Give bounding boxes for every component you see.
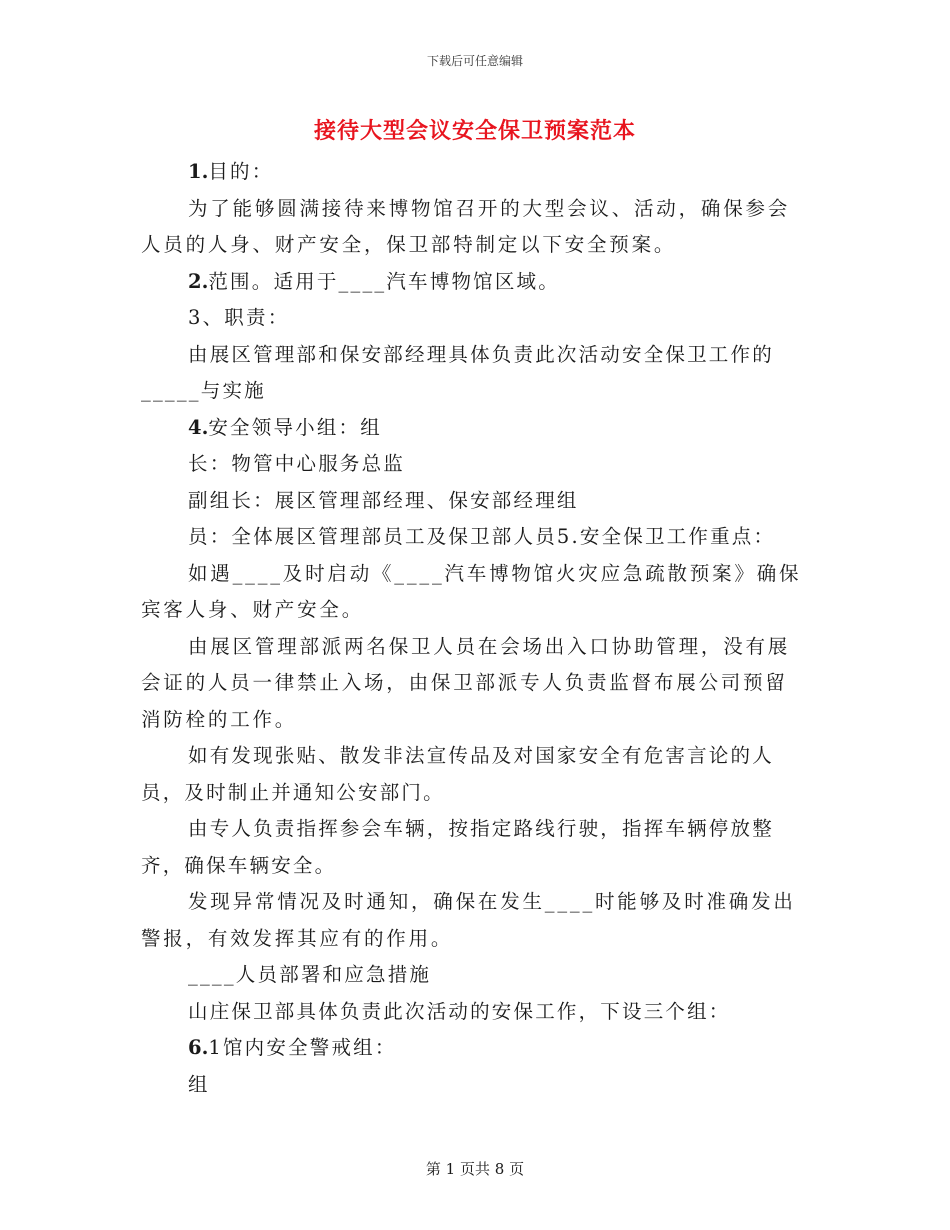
document-body — [141, 154, 809, 1103]
paragraph-purpose-heading — [141, 154, 809, 191]
section-number: 1. — [188, 160, 209, 183]
paragraph-text: 长：物管中心服务总监 — [188, 452, 406, 475]
paragraph-members — [141, 519, 809, 556]
paragraph-text: ____人员部署和应急措施 — [188, 963, 432, 986]
paragraph-alarm — [141, 884, 809, 957]
paragraph-text: 员：全体展区管理部员工及保卫部人员5.安全保卫工作重点： — [188, 525, 776, 548]
paragraph-security-department — [141, 994, 809, 1031]
paragraph-guard-group — [141, 1030, 809, 1067]
paragraph-text: 为了能够圆满接待来博物馆召开的大型会议、活动，确保参会人员的人身、财产安全，保卫部特制定以下安全预案。 — [141, 196, 791, 256]
paragraph-purpose — [141, 191, 809, 264]
paragraph-propaganda — [141, 738, 809, 811]
paragraph-text: 目的： — [208, 160, 274, 183]
paragraph-text: 如遇____及时启动《____汽车博物馆火灾应急疏散预案》确保宾客人身、财产安全。 — [141, 561, 802, 621]
page-footer: 第 1 页共 8 页 — [425, 1160, 525, 1178]
paragraph-text: 由展区管理部和保安部经理具体负责此次活动安全保卫工作的_____与实施 — [141, 342, 774, 402]
paragraph-text: 范围。适用于____汽车博物馆区域。 — [208, 269, 560, 293]
section-number: 2. — [188, 269, 209, 293]
paragraph-duties — [141, 337, 809, 410]
paragraph-text: 组 — [188, 1072, 210, 1096]
paragraph-leader — [141, 446, 809, 483]
paragraph-text: 由展区管理部派两名保卫人员在会场出入口协助管理，没有展会证的人员一律禁止入场，由保卫部派专人负责监督布展公司预留消防栓的工作。 — [141, 634, 791, 731]
paragraph-entrance — [141, 629, 809, 739]
paragraph-text: 3、职责： — [188, 306, 290, 329]
paragraph-emergency — [141, 556, 809, 629]
paragraph-text: 副组长：展区管理部经理、保安部经理组 — [188, 488, 579, 512]
paragraph-deployment — [141, 957, 809, 994]
paragraph-vehicles — [141, 811, 809, 884]
page-header: 下载后可任意编辑 — [426, 54, 523, 68]
paragraph-text: 发现异常情况及时通知，确保在发生____时能够及时准确发出警报，有效发挥其应有的作用。 — [141, 890, 796, 950]
paragraph-text: 安全领导小组：组 — [208, 415, 382, 439]
section-number: 4. — [188, 415, 209, 439]
paragraph-text: 山庄保卫部具体负责此次活动的安保工作，下设三个组： — [188, 999, 731, 1023]
paragraph-leadership-group — [141, 410, 809, 447]
paragraph-scope — [141, 264, 809, 301]
paragraph-deputy-leader — [141, 483, 809, 520]
section-number: 6. — [188, 1036, 209, 1059]
paragraph-text: 由专人负责指挥参会车辆，按指定路线行驶，指挥车辆停放整齐，确保车辆安全。 — [141, 817, 774, 877]
document-title: 接待大型会议安全保卫预案范本 — [313, 118, 636, 144]
paragraph-group — [141, 1067, 809, 1104]
paragraph-text: 如有发现张贴、散发非法宣传品及对国家安全有危害言论的人员，及时制止并通知公安部门。 — [141, 744, 774, 804]
paragraph-duties-heading — [141, 300, 809, 337]
paragraph-text: 1馆内安全警戒组： — [208, 1036, 397, 1059]
